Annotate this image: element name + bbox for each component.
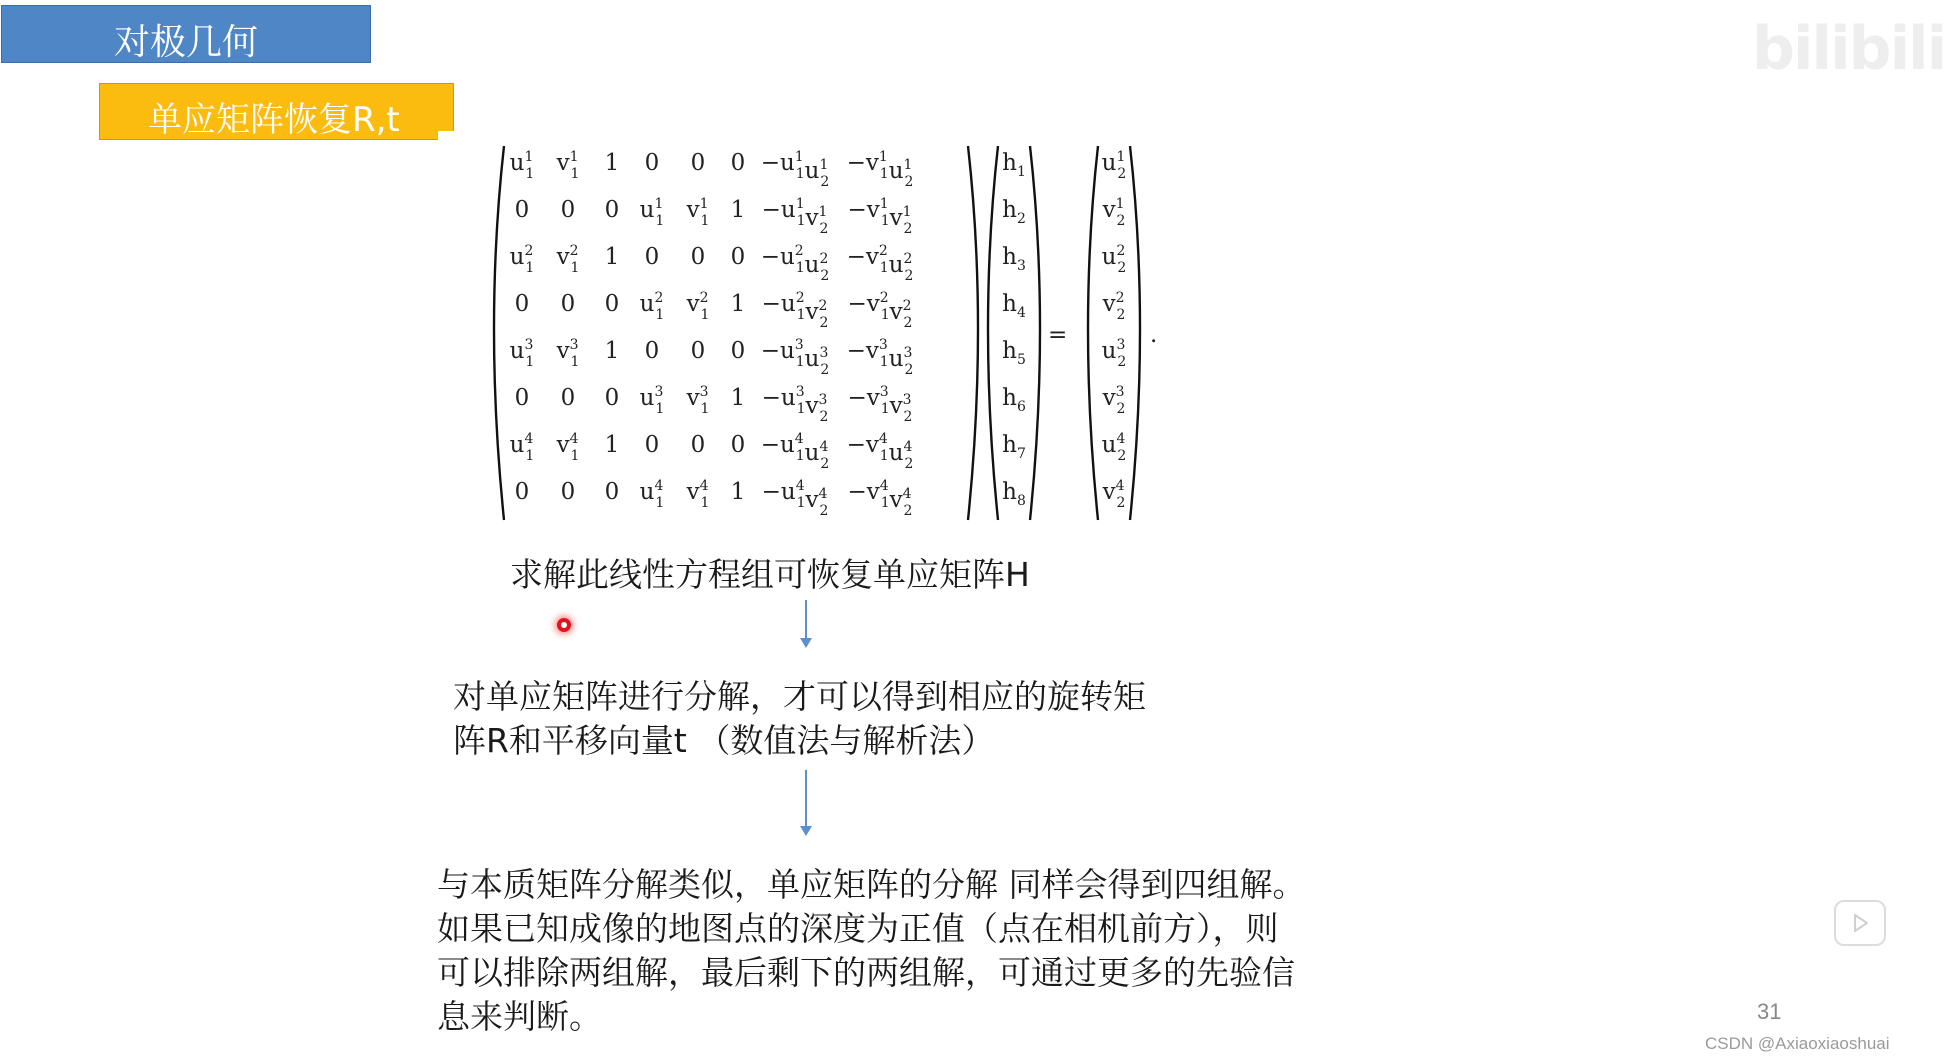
step3-line1: 与本质矩阵分解类似，单应矩阵的分解 同样会得到四组解。 <box>437 865 1306 904</box>
matrix-entry: $v^2$ 1 <box>686 290 710 323</box>
matrix-entry: 0 <box>730 338 746 364</box>
step3-line4: 息来判断。 <box>437 997 602 1036</box>
h-vector-entry: $h_7$ <box>1002 432 1026 462</box>
banner-notch <box>438 131 454 140</box>
step2-text <box>453 675 1146 763</box>
matrix-entry: $v^4$ 1 <box>686 478 710 511</box>
matrix-entry: 1 <box>604 338 620 364</box>
step2-line2: 阵R和平移向量t （数值法与解析法） <box>453 721 995 760</box>
rhs-vector-left-paren <box>1088 146 1098 520</box>
matrix-entry: 0 <box>604 197 620 223</box>
bilibili-logo: bilibili <box>1752 14 1945 84</box>
matrix-entry: $u^2$ 1 <box>509 243 535 276</box>
matrix-entry: $-u^4$ $1u^4$ 2 <box>760 431 830 472</box>
matrix-entry: $-u^4$ $1v^4$ 2 <box>761 478 829 519</box>
matrix-entry: $u^1$ 1 <box>639 196 665 229</box>
matrix-entry: $-v^3$ $1u^3$ 2 <box>846 337 914 378</box>
matrix-entry: 1 <box>730 385 746 411</box>
down-arrow-2 <box>796 770 816 838</box>
matrix-entry: $v^1$ 1 <box>686 196 710 229</box>
equation-period: . <box>1150 322 1158 348</box>
matrix-entry: $-v^3$ $1v^3$ 2 <box>847 384 913 425</box>
h-vector-entry: $h_6$ <box>1002 385 1026 415</box>
play-icon <box>1836 902 1884 944</box>
matrix-entry: $u^4$ 1 <box>509 431 535 464</box>
rhs-vector-entry: $u^4$ 2 <box>1101 431 1127 464</box>
matrix-entry: 0 <box>514 197 530 223</box>
matrix-entry: $v^2$ 1 <box>556 243 580 276</box>
matrix-entry: 0 <box>730 150 746 176</box>
step3-text <box>437 863 1306 1039</box>
matrix-entry: 0 <box>604 385 620 411</box>
matrix-entry: 0 <box>560 197 576 223</box>
h-vector-left-paren <box>988 146 998 520</box>
matrix-entry: $-v^4$ $1v^4$ 2 <box>847 478 913 519</box>
matrix-entry: 1 <box>730 291 746 317</box>
matrix-entry: $-u^3$ $1u^3$ 2 <box>760 337 830 378</box>
matrix-entry: 0 <box>604 291 620 317</box>
step1-text: 求解此线性方程组可恢复单应矩阵H <box>510 555 1030 594</box>
matrix-entry: $-v^2$ $1u^2$ 2 <box>846 243 914 284</box>
matrix-entry: 1 <box>730 479 746 505</box>
matrix-entry: $-v^1$ $1u^1$ 2 <box>846 149 914 190</box>
step3-line2: 如果已知成像的地图点的深度为正值（点在相机前方），则 <box>437 909 1279 948</box>
matrix-entry: 1 <box>604 244 620 270</box>
matrix-entry: $-u^2$ $1u^2$ 2 <box>760 243 830 284</box>
matrix-entry: 0 <box>730 244 746 270</box>
matrix-entry: 0 <box>730 432 746 458</box>
h-vector-entry: $h_1$ <box>1002 150 1026 180</box>
rhs-vector-right-paren <box>1130 146 1140 520</box>
matrix-entry: $u^1$ 1 <box>509 149 535 182</box>
matrix-entry: $v^3$ 1 <box>686 384 710 417</box>
matrix-entry: $v^1$ 1 <box>556 149 580 182</box>
matrix-entry: $-u^1$ $1u^1$ 2 <box>760 149 830 190</box>
rhs-vector-entry: $v^3$ 2 <box>1102 384 1126 417</box>
rhs-vector-entry: $u^1$ 2 <box>1101 149 1127 182</box>
pointer-cursor <box>557 618 571 632</box>
matrix-entry: 1 <box>604 432 620 458</box>
h-vector-entry: $h_2$ <box>1002 197 1026 227</box>
h-vector-right-paren <box>1030 146 1040 520</box>
slide-title-banner <box>1 5 371 63</box>
homography-equation <box>490 140 1210 530</box>
matrix-entry: 0 <box>690 432 706 458</box>
rhs-vector-entry: $v^4$ 2 <box>1102 478 1126 511</box>
matrix-entry: $-v^1$ $1v^1$ 2 <box>847 196 913 237</box>
matrix-entry: 0 <box>644 150 660 176</box>
matrix-entry: $-u^3$ $1v^3$ 2 <box>761 384 829 425</box>
h-vector-entry: $h_4$ <box>1002 291 1026 321</box>
csdn-watermark: CSDN @Axiaoxiaoshuai <box>1705 1034 1890 1053</box>
matrix-entry: 0 <box>690 338 706 364</box>
down-arrow-1 <box>796 600 816 650</box>
rhs-vector-entry: $u^3$ 2 <box>1101 337 1127 370</box>
matrix-entry: $v^4$ 1 <box>556 431 580 464</box>
matrix-entry: 1 <box>730 197 746 223</box>
matrix-entry: $-u^1$ $1v^1$ 2 <box>761 196 829 237</box>
h-vector-entry: $h_8$ <box>1002 479 1026 509</box>
h-vector-entry: $h_3$ <box>1002 244 1026 274</box>
h-vector-entry: $h_5$ <box>1002 338 1026 368</box>
matrix-entry: $v^3$ 1 <box>556 337 580 370</box>
play-button[interactable] <box>1834 900 1886 946</box>
matrix-entry: $u^3$ 1 <box>639 384 665 417</box>
matrix-entry: 0 <box>514 291 530 317</box>
matrix-right-paren <box>968 146 978 520</box>
matrix-entry: 0 <box>690 244 706 270</box>
matrix-entry: 0 <box>560 385 576 411</box>
matrix-entry: 0 <box>644 338 660 364</box>
slide-subtitle: 单应矩阵恢复R,t <box>148 100 400 140</box>
matrix-entry: $u^3$ 1 <box>509 337 535 370</box>
matrix-entry: 0 <box>514 385 530 411</box>
step2-line1: 对单应矩阵进行分解，才可以得到相应的旋转矩 <box>453 677 1146 716</box>
matrix-entry: 1 <box>604 150 620 176</box>
matrix-entry: $-v^4$ $1u^4$ 2 <box>846 431 914 472</box>
matrix-entry: 0 <box>604 479 620 505</box>
matrix-entry: 0 <box>690 150 706 176</box>
matrix-entry: 0 <box>644 244 660 270</box>
rhs-vector-entry: $v^2$ 2 <box>1102 290 1126 323</box>
matrix-entry: 0 <box>514 479 530 505</box>
matrix-entry: $-u^2$ $1v^2$ 2 <box>761 290 829 331</box>
matrix-entry: 0 <box>560 479 576 505</box>
matrix-entry: $u^2$ 1 <box>639 290 665 323</box>
matrix-entry: $-v^2$ $1v^2$ 2 <box>847 290 913 331</box>
rhs-vector-entry: $u^2$ 2 <box>1101 243 1127 276</box>
subtitle-banner <box>99 83 454 140</box>
page-number: 31 <box>1757 999 1782 1024</box>
matrix-entry: $u^4$ 1 <box>639 478 665 511</box>
rhs-vector-entry: $v^1$ 2 <box>1102 196 1126 229</box>
matrix-entry: 0 <box>560 291 576 317</box>
equals-sign: = <box>1048 322 1068 348</box>
step3-line3: 可以排除两组解，最后剩下的两组解，可通过更多的先验信 <box>437 953 1295 992</box>
matrix-left-paren <box>494 146 504 520</box>
matrix-entry: 0 <box>644 432 660 458</box>
slide-title: 对极几何 <box>114 22 259 63</box>
